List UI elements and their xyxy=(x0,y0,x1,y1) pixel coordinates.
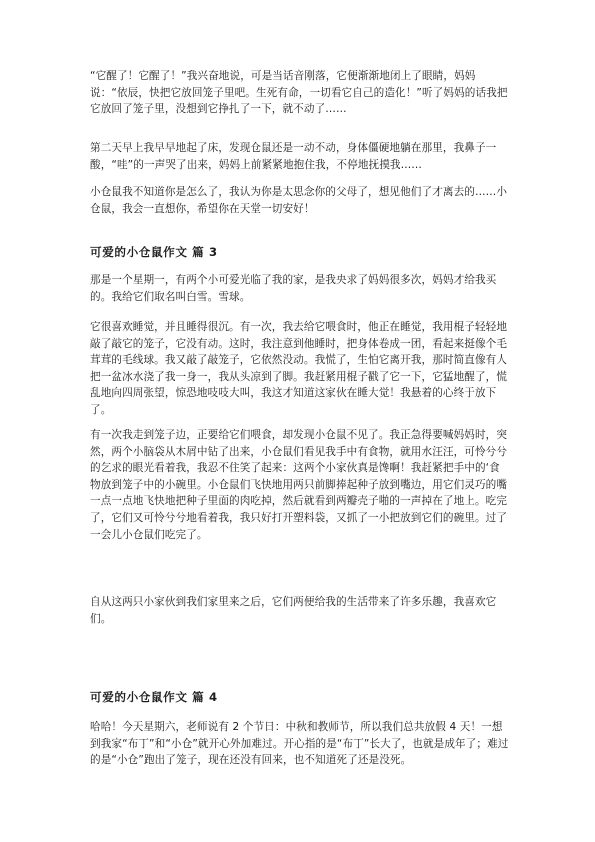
section-heading-4: 可爱的小仓鼠作文 篇 4 xyxy=(90,690,218,704)
paragraph-8: 哈哈！今天星期六，老师说有 2 个节日：中秋和教师节，所以我们总共放假 4 天！一想到我家“布丁”和“小仓”就开心外加难过。开心指的是“布丁”长大了，也就是成年了；难过的是“小仓”跑出了笼子，现在还没有回来，也不知道死了还是没死。 xyxy=(90,721,509,767)
paragraph-6: 有一次我走到笼子边，正要给它们喂食，却发现小仓鼠不见了。我正急得要喊妈妈时，突然，两个小脑袋从木屑中钻了出来，小仓鼠们看见我手中有食物，就用水汪汪，可怜兮兮的乞求的眼光看着我，我忍不住笑了起来：这两个小家伙真是馋啊！我赶紧把手中的‘食物放到笼子中的小碗里。小仓鼠们飞快地用两只前脚捧起种子放到嘴边，用它们灵巧的嘴一点一点地飞快地把种子里面的肉吃掉，然后就看到两瓣壳子啪的一声掉在了地上。吃完了，它们又可怜兮兮地看着我，我只好打开塑料袋，又抓了一小把放到它们的碗里。过了一会儿小仓鼠们吃完了。 xyxy=(90,429,508,541)
paragraph-4: 那是一个星期一，有两个小可爱光临了我的家，是我央求了妈妈很多次，妈妈才给我买的。我给它们取名叫白雪。雪球。 xyxy=(90,274,497,303)
paragraph-3: 小仓鼠我不知道你是怎么了，我认为你是太思念你的父母了，想见他们了才离去的……小仓鼠，我会一直想你，希望你在天堂一切安好！ xyxy=(90,186,508,215)
paragraph-2: 第二天早上我早早地起了床，发现仓鼠还是一动不动，身体僵硬地躺在那里，我鼻子一酸，“哇”的一声哭了出来，妈妈上前紧紧地抱住我，不停地抚摸我…… xyxy=(90,142,497,171)
section-heading-3: 可爱的小仓鼠作文 篇 3 xyxy=(90,245,218,259)
paragraph-5: 它很喜欢睡觉，并且睡得很沉。有一次，我去给它喂食时，他正在睡觉，我用棍子轻轻地敲了敲它的笼子，它没有动。这时，我注意到他睡时，把身体卷成一团，看起来挺像个毛茸茸的毛线球。我又敲了敲笼子，它依然没动。我慌了，生怕它离开我，那时简直像有人把一盆冰水浇了我一身一，我从头凉到了脚。我赶紧用棍子戳了它一下，它猛地醒了，慌乱地向四周张望，惊恐地吱吱大叫，我这才知道这家伙在睡大觉！我悬着的心终于放下了。 xyxy=(90,321,508,416)
paragraph-7: 自从这两只小家伙到我们家里来之后，它们两便给我的生活带来了许多乐趣，我喜欢它们。 xyxy=(90,596,497,625)
paragraph-1: “它醒了！它醒了！”我兴奋地说，可是当话音刚落，它便渐渐地闭上了眼睛，妈妈说：“依辰，快把它放回笼子里吧。生死有命，一切看它自己的造化！”听了妈妈的话我把它放回了笼子里，没想到它挣扎了一下，就不动了…… xyxy=(90,70,508,116)
